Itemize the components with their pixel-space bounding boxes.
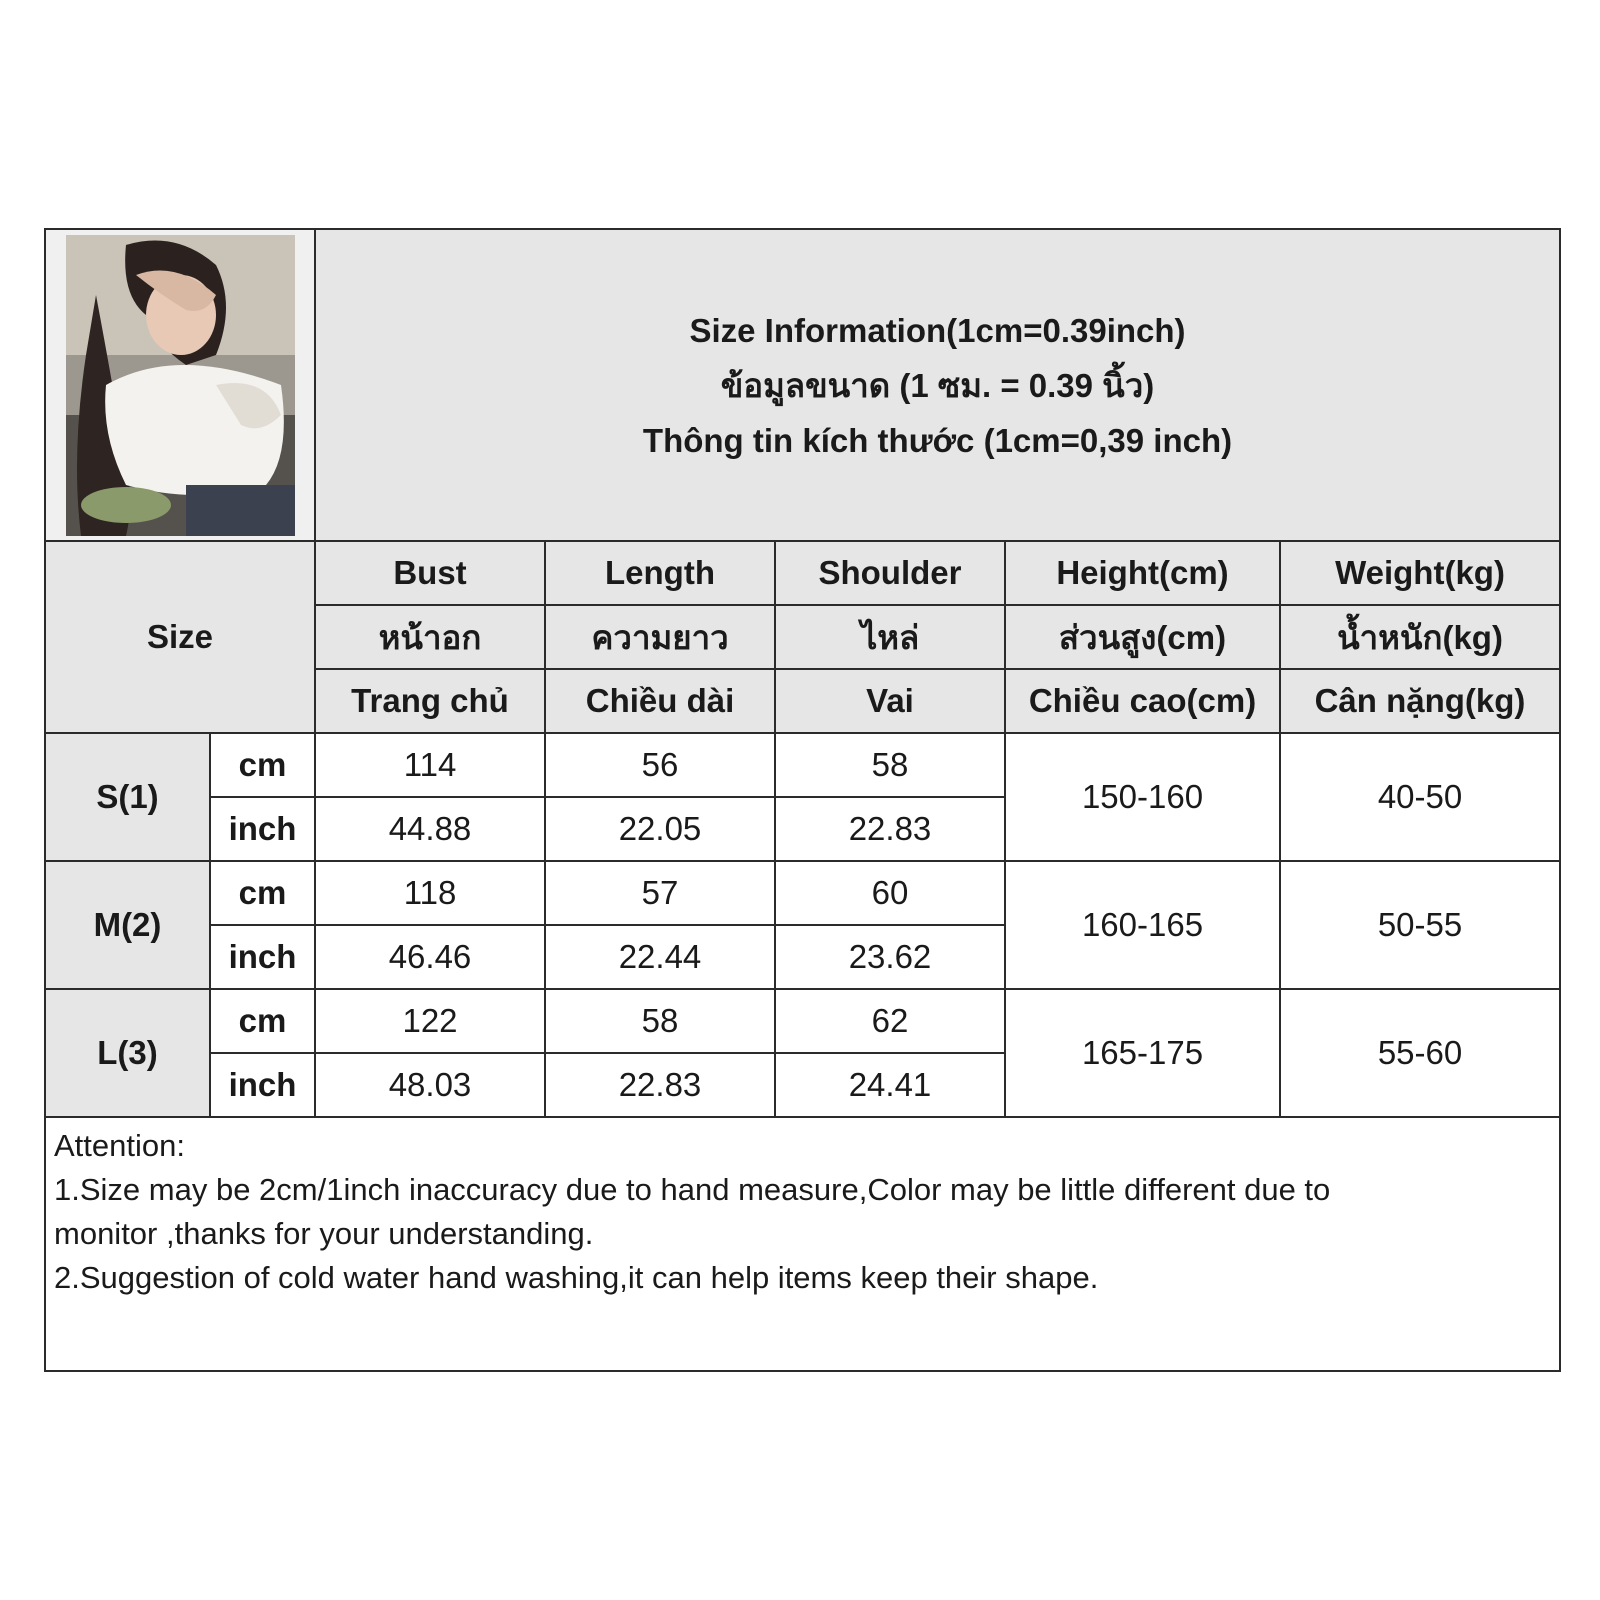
- height-range: 160-165: [1005, 861, 1280, 989]
- col-weight-en: Weight(kg): [1280, 541, 1560, 605]
- unit-label: cm: [210, 861, 315, 925]
- size-header: Size: [45, 541, 315, 733]
- notes-line: 1.Size may be 2cm/1inch inaccuracy due to hand measure,Color may be little different due to: [54, 1172, 1331, 1207]
- col-height-vi: Chiều cao(cm): [1005, 669, 1280, 733]
- size-name: M(2): [45, 861, 210, 989]
- title-vi: Thông tin kích thước (1cm=0,39 inch): [642, 421, 1233, 459]
- col-length-en: Length: [545, 541, 775, 605]
- weight-range: 50-55: [1280, 861, 1560, 989]
- unit-label: inch: [210, 1053, 315, 1117]
- weight-range: 55-60: [1280, 989, 1560, 1117]
- table-cell: 22.05: [545, 797, 775, 861]
- col-height-en: Height(cm): [1005, 541, 1280, 605]
- title-en: Size Information(1cm=0.39inch): [689, 311, 1186, 349]
- col-shoulder-vi: Vai: [775, 669, 1005, 733]
- table-cell: 60: [775, 861, 1005, 925]
- unit-label: inch: [210, 797, 315, 861]
- table-cell: 57: [545, 861, 775, 925]
- table-cell: 114: [315, 733, 545, 797]
- size-name: L(3): [45, 989, 210, 1117]
- size-table: [44, 228, 1561, 1372]
- table-cell: 23.62: [775, 925, 1005, 989]
- unit-label: cm: [210, 989, 315, 1053]
- title-th: ข้อมูลขนาด (1 ซม. = 0.39 นิ้ว): [720, 366, 1155, 404]
- notes-line: monitor ,thanks for your understanding.: [54, 1216, 594, 1251]
- product-photo-cell: [45, 229, 315, 541]
- table-cell: 58: [545, 989, 775, 1053]
- col-height-th: ส่วนสูง(cm): [1005, 605, 1280, 669]
- table-cell: 22.83: [775, 797, 1005, 861]
- table-cell: 56: [545, 733, 775, 797]
- table-cell: 48.03: [315, 1053, 545, 1117]
- col-shoulder-th: ไหล่: [775, 605, 1005, 669]
- unit-label: cm: [210, 733, 315, 797]
- size-name: S(1): [45, 733, 210, 861]
- height-range: 165-175: [1005, 989, 1280, 1117]
- col-bust-en: Bust: [315, 541, 545, 605]
- notes-line: 2.Suggestion of cold water hand washing,it can help items keep their shape.: [54, 1260, 1099, 1295]
- col-length-th: ความยาว: [545, 605, 775, 669]
- table-cell: 46.46: [315, 925, 545, 989]
- table-cell: 22.44: [545, 925, 775, 989]
- unit-label: inch: [210, 925, 315, 989]
- col-length-vi: Chiều dài: [545, 669, 775, 733]
- size-chart: [44, 228, 1559, 1372]
- table-cell: 44.88: [315, 797, 545, 861]
- col-weight-th: น้ำหนัก(kg): [1280, 605, 1560, 669]
- product-photo: [66, 235, 295, 536]
- notes: [45, 1117, 1560, 1371]
- col-weight-vi: Cân nặng(kg): [1280, 669, 1560, 733]
- title-cell: [315, 229, 1560, 541]
- table-cell: 62: [775, 989, 1005, 1053]
- table-cell: 122: [315, 989, 545, 1053]
- notes-heading: Attention:: [54, 1128, 185, 1163]
- col-bust-th: หน้าอก: [315, 605, 545, 669]
- height-range: 150-160: [1005, 733, 1280, 861]
- table-cell: 118: [315, 861, 545, 925]
- col-shoulder-en: Shoulder: [775, 541, 1005, 605]
- weight-range: 40-50: [1280, 733, 1560, 861]
- table-cell: 58: [775, 733, 1005, 797]
- table-cell: 22.83: [545, 1053, 775, 1117]
- table-cell: 24.41: [775, 1053, 1005, 1117]
- col-bust-vi: Trang chủ: [315, 669, 545, 733]
